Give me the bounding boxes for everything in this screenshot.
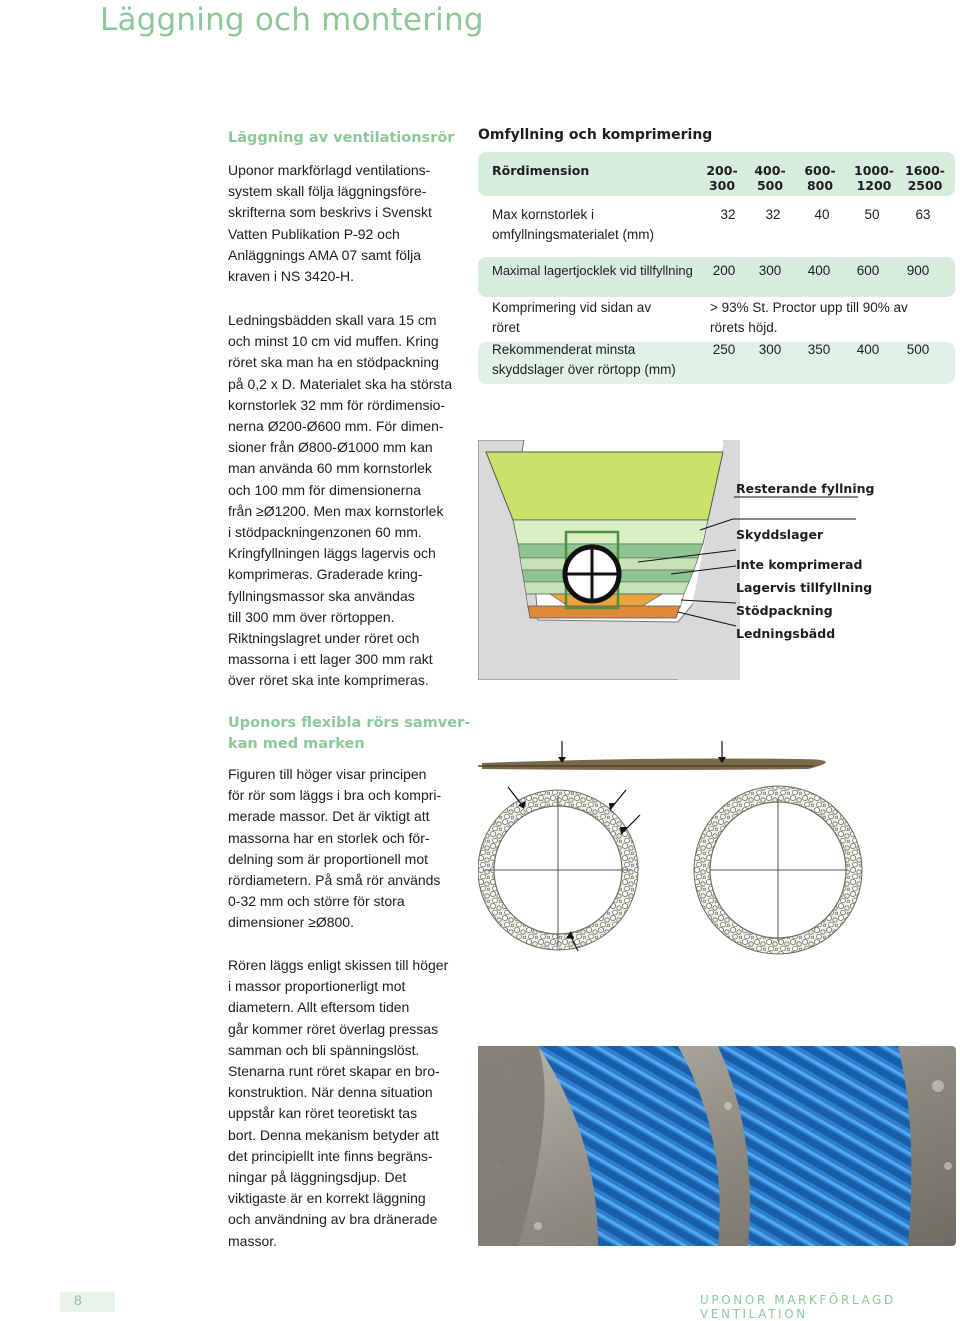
table-cell: 600: [856, 263, 880, 278]
table-cell: 900: [906, 263, 930, 278]
pipe-photo: [478, 1046, 956, 1246]
table-header-dim: 1000- 1200: [854, 163, 894, 193]
table-cell: 300: [758, 342, 782, 357]
table-cell: 500: [906, 342, 930, 357]
table-header-dim: 400- 500: [754, 163, 786, 193]
figure-label: Ledningsbädd: [736, 626, 836, 641]
table-cell: 250: [712, 342, 736, 357]
page-title: Läggning och montering: [100, 2, 484, 38]
compaction-table: [478, 152, 955, 386]
table-row-label: Rekommenderat minsta skyddslager över rörtopp (mm): [492, 342, 676, 377]
table-cell: 200: [712, 263, 736, 278]
table-cell: > 93% St. Proctor upp till 90% av rörets höjd.: [710, 300, 908, 335]
table-cell: 32: [720, 207, 736, 222]
trench-diagram: [478, 440, 960, 680]
paragraph-bedding: Ledningsbädden skall vara 15 cm och minst 10 cm vid muffen. Kring röret ska man ha en stödpackning på 0,2 x D. Materialet ska ha största kornstorlek 32 mm för rördimensio- nerna Ø200-Ø600 mm. För dimen- sioner från Ø800-Ø1000 mm kan man använda 60 mm kornstorlek och 100 mm för dimensionerna från ≥Ø1200. Men max kornstorlek i stödpackningenzonen 60 mm. Kringfyllningen läggs lagervis och komprimeras. Graderade kring- fyllningsmassor ska användas till 300 mm över rörtoppen. Riktningslagret under röret och massorna i ett lager 300 mm rakt över röret ska inte komprimeras.: [228, 312, 453, 689]
paragraph-mechanism: Rören läggs enligt skissen till höger i massor proportionerligt mot diametern. Allt eftersom tiden går kommer röret överlag pressas samman och bli spänningslöst. Stenarna runt röret skapar en bro- konstruktion. När denna situation uppstår kan röret teoretiskt tas bort. Denna mekanism betyder att det principiellt inte finns begräns- ningar på läggningsdjup. Det viktigaste är en korrekt läggning och användning av bra dränerade massor.: [228, 957, 449, 1249]
paragraph-intro: Uponor markförlagd ventilations- system skall följa läggningsföre- skrifterna som beskrivs i Svenskt Vatten Publikation P-92 och Anläggnings AMA 07 samt följa kraven i NS 3420-H.: [228, 162, 432, 285]
figure-label: Stödpackning: [736, 603, 833, 618]
table-row-label: Maximal lagertjocklek vid tillfyllning: [492, 263, 693, 278]
table-header-dim: 1600- 2500: [905, 163, 945, 193]
table-cell: 400: [856, 342, 880, 357]
table-cell: 32: [765, 207, 781, 222]
figure-label: Resterande fyllning: [736, 481, 875, 496]
table-cell: 400: [807, 263, 831, 278]
table-header-dim: 600- 800: [804, 163, 836, 193]
pipe-gravel-illustration: [478, 735, 960, 980]
paragraph-principle: Figuren till höger visar principen för rör som läggs i bra och kompri- merade massor. Det är viktigt att massorna har en storlek och för- delning som är proportionell mot rördiametern. På små rör används 0-32 mm och större för stora dimensioner ≥Ø800.: [228, 766, 442, 931]
section-heading-flexible-pipes: Uponors flexibla rörs samver- kan med marken: [228, 715, 471, 752]
footer-brand: UPONOR MARKFÖRLAGD VENTILATION: [700, 1293, 896, 1321]
page-number-box: [60, 1292, 115, 1312]
figure-label: Skyddslager: [736, 527, 824, 542]
page-number: 8: [74, 1292, 82, 1308]
table-cell: 300: [758, 263, 782, 278]
table-header-dim: 200- 300: [706, 163, 738, 193]
table-title: Omfyllning och komprimering: [478, 127, 713, 143]
section-heading-ventilation: Läggning av ventilationsrör: [228, 130, 455, 146]
table-cell: 40: [814, 207, 830, 222]
table-cell: 50: [864, 207, 880, 222]
table-cell: 350: [807, 342, 831, 357]
table-row-label: Max kornstorlek i omfyllningsmaterialet (mm): [492, 207, 655, 242]
figure-label: Lagervis tillfyllning: [736, 580, 873, 595]
table-header-label: Rördimension: [492, 163, 590, 178]
figure-label: Inte komprimerad: [736, 557, 863, 572]
table-cell: 63: [915, 207, 931, 222]
table-row-label: Komprimering vid sidan av röret: [492, 300, 652, 335]
